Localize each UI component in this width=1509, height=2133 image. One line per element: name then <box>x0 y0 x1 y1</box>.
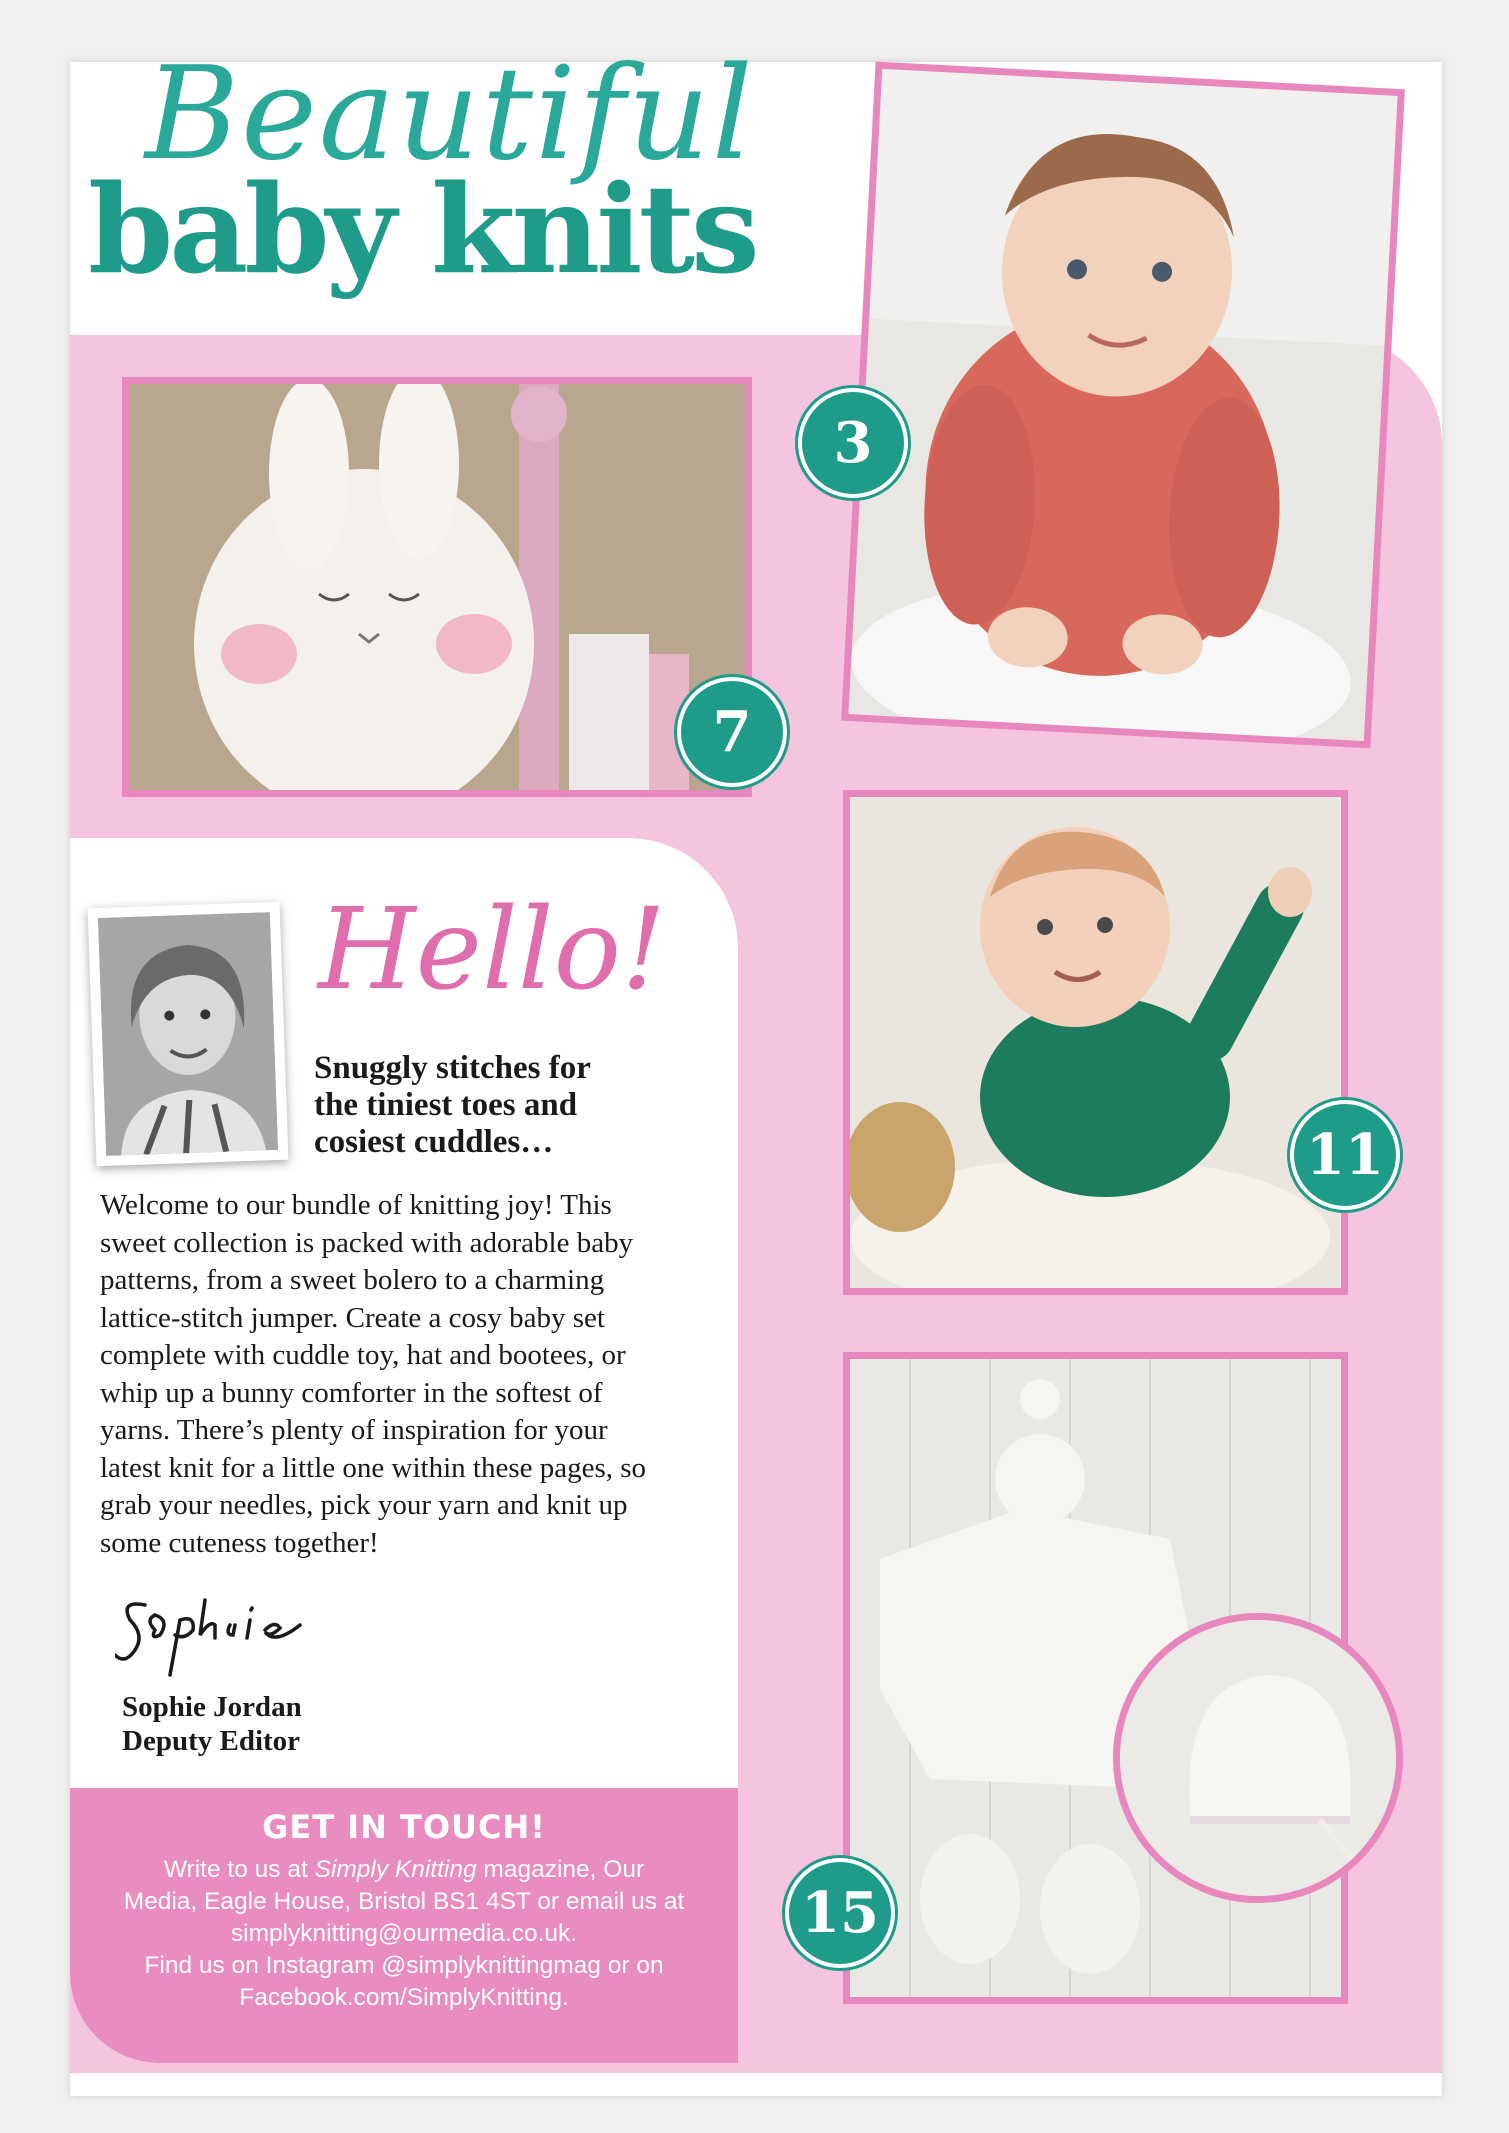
photo-inset-hat <box>1113 1613 1403 1903</box>
contact-line-part: Write to us at <box>163 1856 315 1883</box>
editor-role: Deputy Editor <box>122 1725 301 1757</box>
body-line: latest knit for a little one within these pages, so <box>100 1451 647 1484</box>
title-bold: baby knits <box>88 157 756 301</box>
body-line: Welcome to our bundle of knitting joy! This <box>100 1189 612 1221</box>
green-bolero-illustration <box>850 797 1341 1288</box>
photo-coral-jumper <box>841 62 1405 749</box>
hat-illustration <box>1120 1620 1396 1896</box>
handwritten-signature <box>115 1580 335 1685</box>
body-line: patterns, from a sweet bolero to a charming <box>100 1264 605 1296</box>
contact-line-part: magazine, Our <box>476 1856 645 1883</box>
contact-line: Media, Eagle House, Bristol BS1 4ST or email us at <box>123 1888 685 1915</box>
badge-15: 15 <box>785 1858 895 1968</box>
contact-line <box>100 1854 708 1886</box>
bunny-comforter-illustration <box>129 384 745 790</box>
get-in-touch-box <box>70 1788 738 2063</box>
photo-green-bolero <box>843 790 1348 1295</box>
subheading-line: cosiest cuddles… <box>314 1124 554 1160</box>
title-script: Beautiful <box>145 40 755 189</box>
badge-3: 3 <box>798 388 908 498</box>
body-line: some cuteness together! <box>100 1526 379 1559</box>
subheading-line: the tiniest toes and <box>314 1087 578 1123</box>
intro-subheading <box>314 1050 714 1161</box>
contact-email[interactable]: simplyknitting@ourmedia.co.uk. <box>230 1920 578 1947</box>
body-line: grab your needles, pick your yarn and knit up <box>100 1489 628 1521</box>
body-line: lattice-stitch jumper. Create a cosy baby set <box>100 1301 605 1334</box>
badge-11: 11 <box>1290 1100 1400 1210</box>
hello-heading: Hello! <box>318 885 667 1015</box>
body-line: yarns. There’s plenty of inspiration for your <box>100 1414 608 1446</box>
editor-name: Sophie Jordan <box>122 1691 302 1723</box>
editor-headshot <box>88 902 289 1167</box>
body-line: complete with cuddle toy, hat and bootees, or <box>100 1339 626 1371</box>
photo-bunny-comforter <box>122 377 752 797</box>
coral-jumper-illustration <box>848 69 1397 741</box>
body-line: sweet collection is packed with adorable baby <box>100 1226 634 1259</box>
contact-facebook[interactable]: Facebook.com/SimplyKnitting. <box>239 1984 569 2011</box>
intro-body <box>100 1187 740 1562</box>
contact-text <box>70 1854 738 2014</box>
editor-portrait-illustration <box>98 912 278 1156</box>
editor-signoff <box>122 1690 302 1758</box>
badge-7: 7 <box>677 677 787 787</box>
contact-instagram[interactable]: Find us on Instagram @simplyknittingmag or on <box>144 1952 664 1979</box>
body-line: whip up a bunny comforter in the softest of <box>100 1376 603 1409</box>
subheading-line: Snuggly stitches for <box>314 1050 591 1086</box>
contact-title: GET IN TOUCH! <box>262 1808 546 1846</box>
magazine-name: Simply Knitting <box>314 1856 477 1883</box>
